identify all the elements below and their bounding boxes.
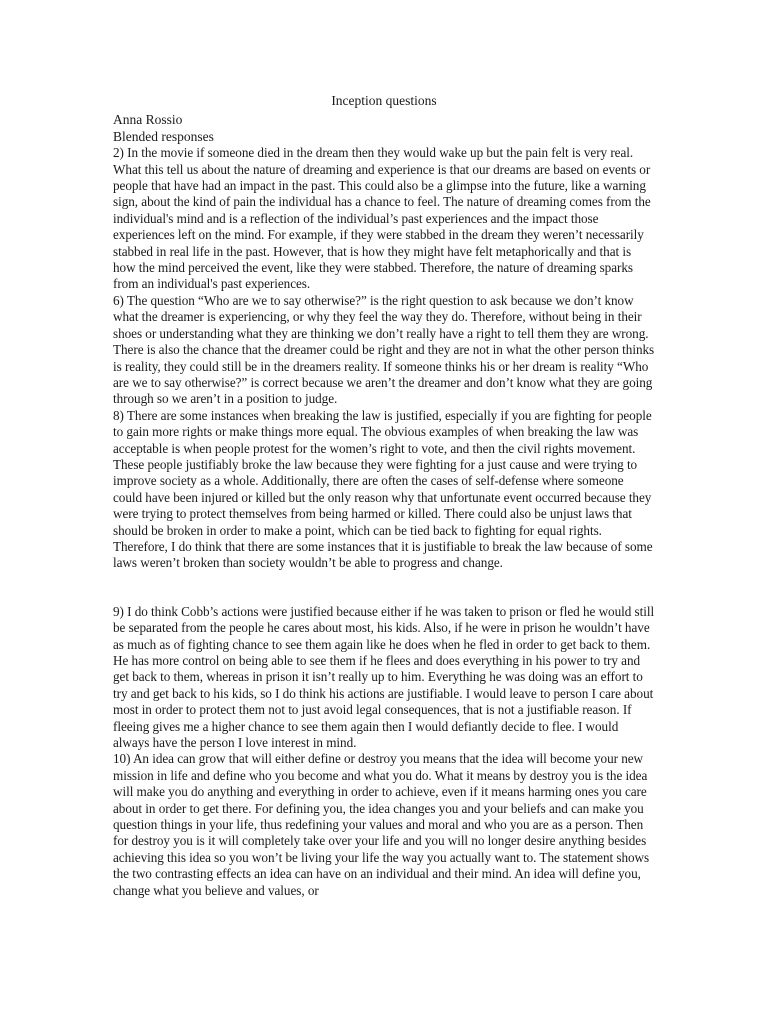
author-name: Anna Rossio bbox=[113, 112, 183, 128]
document-page bbox=[113, 93, 655, 899]
paragraph-gap bbox=[113, 572, 655, 604]
answer-2: 2) In the movie if someone died in the dream then they would wake up but the pain felt is very real. What this tell us about the nature of dreaming and experience is that our dreams are based on events or people that have had an impact in the past. This could also be a glimpse into the future, like a warning sign, about the kind of pain the individual has a chance to feel. The nature of dreaming comes from the individual's mind and is a reflection of the individual’s past experiences and the impact those experiences left on the mind. For example, if they were stabbed in the dream they weren’t necessarily stabbed in real life in the past. However, that is how they might have felt metaphorically and that is how the mind perceived the event, like they were stabbed. Therefore, the nature of dreaming sparks from an individual's past experiences. bbox=[113, 145, 651, 292]
answer-6: 6) The question “Who are we to say otherwise?” is the right question to ask because we don’t know what the dreamer is experiencing, or why they feel the way they do. Therefore, without being in their shoes or understanding what they are thinking we don’t really have a right to tell them they are wrong. There is also the chance that the dreamer could be right and they are not in what the other person thinks is reality, they could still be in the dreamers reality. If someone thinks his or her dream is reality “Who are we to say otherwise?” is correct because we aren’t the dreamer and don’t know what they are going through so we aren’t in a position to judge. bbox=[113, 292, 655, 407]
answer-10: 10) An idea can grow that will either define or destroy you means that the idea will become your new mission in life and define who you become and what you do. What it means by destroy you is the idea will make you do anything and everything in order to achieve, even if it means harming ones you care about in order to get there. For defining you, the idea changes you and your beliefs and can make you question things in your life, thus redefining your values and moral and who you are as a person. Then for destroy you is it will completely take over your life and you will no longer desire anything besides achieving this idea so you won’t be living your life the way you actually want to. The statement shows the two contrasting effects an idea can have on an individual and their mind. An idea will define you, change what you believe and values, or bbox=[113, 751, 650, 898]
document-subtitle: Blended responses bbox=[113, 128, 214, 144]
document-title: Inception questions bbox=[331, 93, 437, 108]
answer-9: 9) I do think Cobb’s actions were justified because either if he was taken to prison or fled he would still be separated from the people he cares about most, his kids. Also, if he were in prison he wouldn’t have as much as of fighting chance to see them again like he does when he fled in order to get back to them. He has more control on being able to see them if he flees and does everything in his power to try and get back to them, whereas in prison it isn’t really up to him. Everything he was doing was an effort to try and get back to his kids, so I do think his actions are justifiable. I would leave to person I care about most in order to protect them not to just avoid legal consequences, that is not a justifiable reason. If fleeing gives me a higher chance to see them again then I would defiantly decide to flee. I would always have the person I love interest in mind. bbox=[113, 603, 655, 751]
answer-8: 8) There are some instances when breaking the law is justified, especially if you are fighting for people to gain more rights or make things more equal. The obvious examples of when breaking the law was acceptable is when people protest for the women’s right to vote, and then the civil rights movement. These people justifiably broke the law because they were fighting for a just cause and were trying to improve society as a whole. Additionally, there are often the cases of self-defense where someone could have been injured or killed but the only reason why that unfortunate event occurred because they were trying to protect themselves from being harmed or killed. There could also be unjust laws that should be broken in order to make a point, which can be tied back to fighting for equal rights. Therefore, I do think that there are some instances that it is justifiable to break the law because of some laws weren’t broken than society wouldn’t be able to progress and change. bbox=[113, 407, 653, 571]
